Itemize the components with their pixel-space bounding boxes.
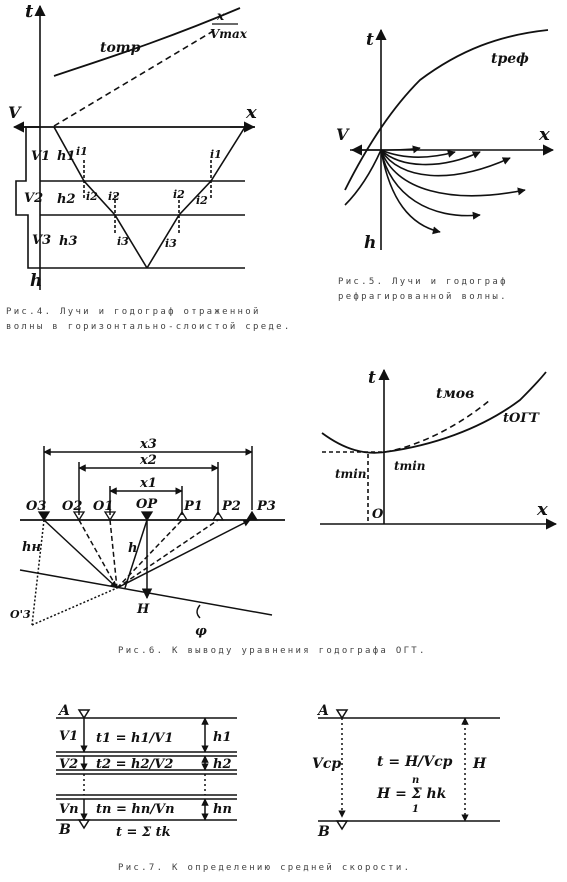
fig7-h2: h2 <box>213 757 232 772</box>
fig6-x2: x2 <box>140 453 157 468</box>
fig4-v1: V1 <box>31 149 51 164</box>
fig4-i2-left-b: i2 <box>108 190 120 203</box>
fig6-caption: Рис.6. К выводу уравнения годографа ОГТ. <box>118 646 427 656</box>
fig4-h2: h2 <box>57 192 76 207</box>
fig7-vn: Vn <box>59 802 79 817</box>
fig4-x-label: x <box>246 102 257 123</box>
fig6-o1: O1 <box>93 499 114 514</box>
fig7r-sum-top: n <box>412 775 420 786</box>
fig6r-togt: tОГТ <box>503 411 539 426</box>
fig4-asym-den: Vmax <box>210 27 247 41</box>
fig4-i3-left: i3 <box>117 235 129 248</box>
fig6-p2: P2 <box>222 499 241 514</box>
fig5-t-label: t <box>366 30 374 50</box>
fig7-A-left: A <box>59 703 70 719</box>
fig7-source-marker <box>79 710 89 718</box>
fig4-asym-num: x <box>217 9 225 23</box>
fig7r-A: A <box>318 703 329 719</box>
fig5-x-label: x <box>539 124 550 145</box>
fig6-op-marker <box>142 512 152 520</box>
fig7r-sum-bottom: 1 <box>412 804 419 815</box>
fig6-p1: P1 <box>184 499 203 514</box>
fig7r-H: H <box>473 756 487 772</box>
fig6-o3prime: O'3 <box>10 608 31 621</box>
fig6r-tmin-right: tmin <box>394 459 426 473</box>
fig4-v2: V2 <box>24 191 44 206</box>
fig6-op: OP <box>136 497 158 512</box>
fig7r-source <box>337 710 347 718</box>
fig7r-B: B <box>318 824 330 840</box>
fig4-i2-right-b: i2 <box>196 194 208 207</box>
fig6-ray-p1 <box>117 520 182 588</box>
fig7r-end <box>337 821 347 829</box>
fig5-ray-5 <box>381 150 525 196</box>
fig6-H: H <box>137 602 150 617</box>
fig5-caption-line2: рефрагированной волны. <box>338 292 508 302</box>
fig6-phi-arc <box>197 605 200 618</box>
fig6-right-labels <box>335 368 548 522</box>
fig4-caption-line2: волны в горизонтально-слоистой среде. <box>6 322 292 332</box>
fig6-o3: O3 <box>26 499 47 514</box>
fig4-i3-right: i3 <box>165 237 177 250</box>
fig7-v1: V1 <box>59 729 79 744</box>
fig6-left-diagram <box>20 446 285 625</box>
fig4-i2-right: i2 <box>173 188 185 201</box>
fig6-o2: O2 <box>62 499 83 514</box>
fig4-i1-right: i1 <box>210 148 222 161</box>
fig6-phi: φ <box>195 624 207 639</box>
fig6-p3-marker <box>247 512 257 520</box>
fig4-i1-left: i1 <box>76 145 88 158</box>
fig5-caption-line1: Рис.5. Лучи и годограф <box>338 277 508 287</box>
fig4-hodograph-curve <box>54 8 240 76</box>
fig4-v-label: V <box>8 103 21 122</box>
fig6-image-ray <box>32 588 117 625</box>
fig7-h1: h1 <box>213 730 232 745</box>
fig4-h3: h3 <box>59 234 78 249</box>
fig6r-tmov: tмов <box>436 386 475 402</box>
fig6-h: h <box>128 541 138 556</box>
fig6-x1: x1 <box>140 476 157 491</box>
fig7r-eq2: H = Σ hk <box>377 786 447 802</box>
fig6r-origin: O <box>372 507 384 522</box>
fig5-v-label: V <box>336 125 349 144</box>
fig6r-x-label: x <box>537 499 548 520</box>
fig5-h-label: h <box>364 233 377 253</box>
fig7r-eq1: t = H/Vср <box>377 754 453 770</box>
fig6-x3: x3 <box>140 437 157 452</box>
fig7-v2: V2 <box>59 757 79 772</box>
fig7-eq2: t2 = h2/V2 <box>96 757 174 772</box>
fig7-right-labels <box>312 703 487 840</box>
fig7-hn: hn <box>213 802 232 817</box>
fig7r-vcp: Vср <box>312 756 342 772</box>
fig4-h1: h1 <box>57 149 76 164</box>
fig4-caption-line1: Рис.4. Лучи и годограф отраженной <box>6 307 261 317</box>
fig4-i2-left: i2 <box>86 190 98 203</box>
fig4-labels <box>8 1 257 291</box>
fig4-curve-label: tотр <box>100 40 141 56</box>
fig7-eqn: tn = hn/Vn <box>96 802 175 817</box>
fig4-h-label: h <box>30 271 43 291</box>
fig7-B-left: B <box>59 822 71 838</box>
fig7-caption: Рис.7. К определению средней скорости. <box>118 863 412 873</box>
fig6-ray-o3 <box>44 520 117 588</box>
fig7-end-marker <box>79 820 89 828</box>
fig7-eqsum: t = Σ tk <box>116 825 171 840</box>
fig4-v3: V3 <box>32 233 52 248</box>
fig5-ray-2 <box>381 150 455 157</box>
fig6r-tmin-left: tmin <box>335 467 367 481</box>
fig7-eq1: t1 = h1/V1 <box>96 731 174 746</box>
fig4-t-label: t <box>25 1 34 22</box>
fig5-curve-label: tреф <box>491 51 529 67</box>
fig6-p3: P3 <box>257 499 276 514</box>
fig6r-t-label: t <box>368 368 376 388</box>
fig6-hn: hн <box>22 540 41 555</box>
